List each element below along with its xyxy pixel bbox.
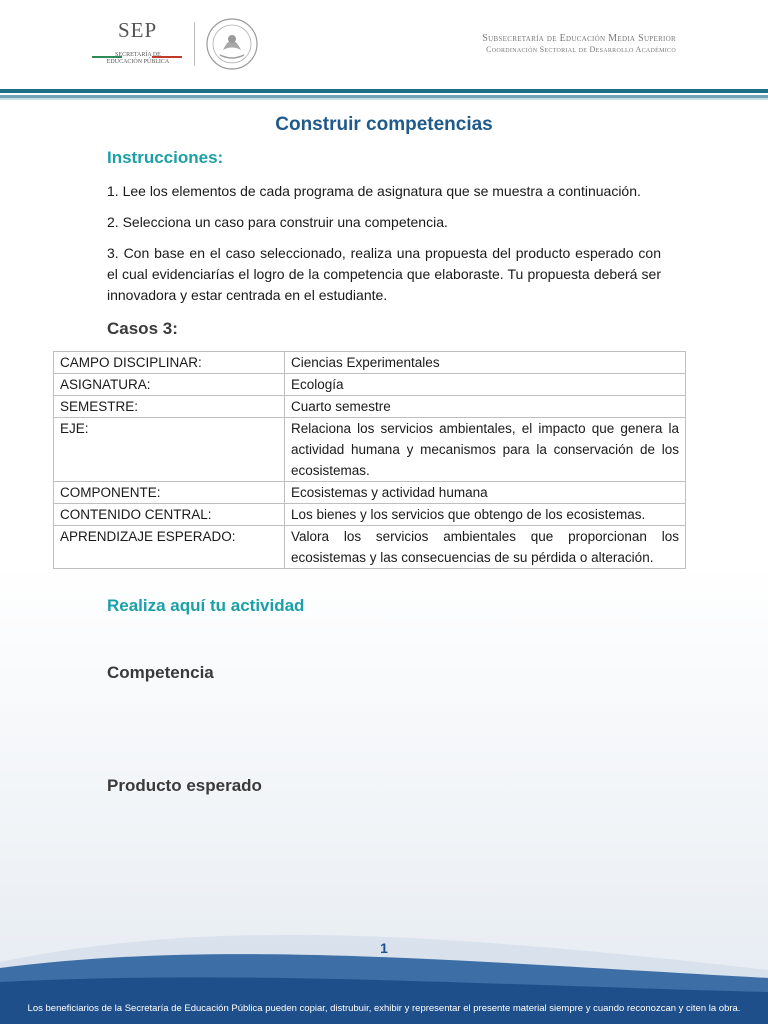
table-row: [54, 418, 686, 482]
case-heading: Casos 3:: [107, 319, 178, 338]
table-key: APRENDIZAJE ESPERADO:: [54, 526, 285, 569]
table-value: Valora los servicios ambientales que proporcionan los ecosistemas y las consecuencias de su pérdida o alteración.: [285, 526, 686, 569]
table-value: Cuarto semestre: [285, 396, 686, 418]
table-row: [54, 396, 686, 418]
instruction-item-1: 1. Lee los elementos de cada programa de asignatura que se muestra a continuación.: [107, 183, 641, 199]
table-value: Ciencias Experimentales: [285, 352, 686, 374]
instruction-item-2: 2. Selecciona un caso para construir una competencia.: [107, 214, 448, 230]
table-key: COMPONENTE:: [54, 482, 285, 504]
table-key: SEMESTRE:: [54, 396, 285, 418]
document-title: Construir competencias: [275, 114, 493, 135]
table-row: [54, 504, 686, 526]
table-row: [54, 482, 686, 504]
subsecretaria-text: Subsecretaría de Educación Media Superior: [482, 33, 676, 44]
sep-logo-text: SEP: [118, 18, 158, 42]
competencia-heading: Competencia: [107, 663, 214, 682]
table-key: EJE:: [54, 418, 285, 482]
activity-heading: Realiza aquí tu actividad: [107, 596, 305, 615]
producto-esperado-heading: Producto esperado: [107, 776, 262, 795]
table-row: [54, 374, 686, 396]
table-value: Ecosistemas y actividad humana: [285, 482, 686, 504]
table-value: Ecología: [285, 374, 686, 396]
instructions-heading: Instrucciones:: [107, 148, 224, 167]
table-row: [54, 526, 686, 569]
sep-logo-subtitle-line-2: EDUCACIÓN PÚBLICA: [106, 59, 170, 65]
table-key: CAMPO DISCIPLINAR:: [54, 352, 285, 374]
table-value: Relaciona los servicios ambientales, el impacto que genera la actividad humana y mecanismos para la conservación de los ecosistemas.: [285, 418, 686, 482]
table-key: ASIGNATURA:: [54, 374, 285, 396]
instruction-item-3: 3. Con base en el caso seleccionado, realiza una propuesta del producto esperado con el cual evidenciarías el logro de la competencia que elaboraste. Tu propuesta deberá ser innovadora y estar centrada en el estudiante.: [107, 245, 661, 303]
sep-logo-subtitle-line-1: SECRETARÍA DE: [115, 52, 161, 58]
table-key: CONTENIDO CENTRAL:: [54, 504, 285, 526]
table-row: [54, 352, 686, 374]
table-value: Los bienes y los servicios que obtengo de los ecosistemas.: [285, 504, 686, 526]
footer-notice: Los beneficiarios de la Secretaría de Educación Pública pueden copiar, distrubuir, exhibir y representar el presente material siempre y cuando reconozcan y citen la obra.: [27, 1003, 741, 1014]
case-table: [53, 351, 686, 569]
page-number: 1: [380, 940, 388, 956]
coordinacion-text: Coordinación Sectorial de Desarrollo Académico: [486, 45, 676, 54]
